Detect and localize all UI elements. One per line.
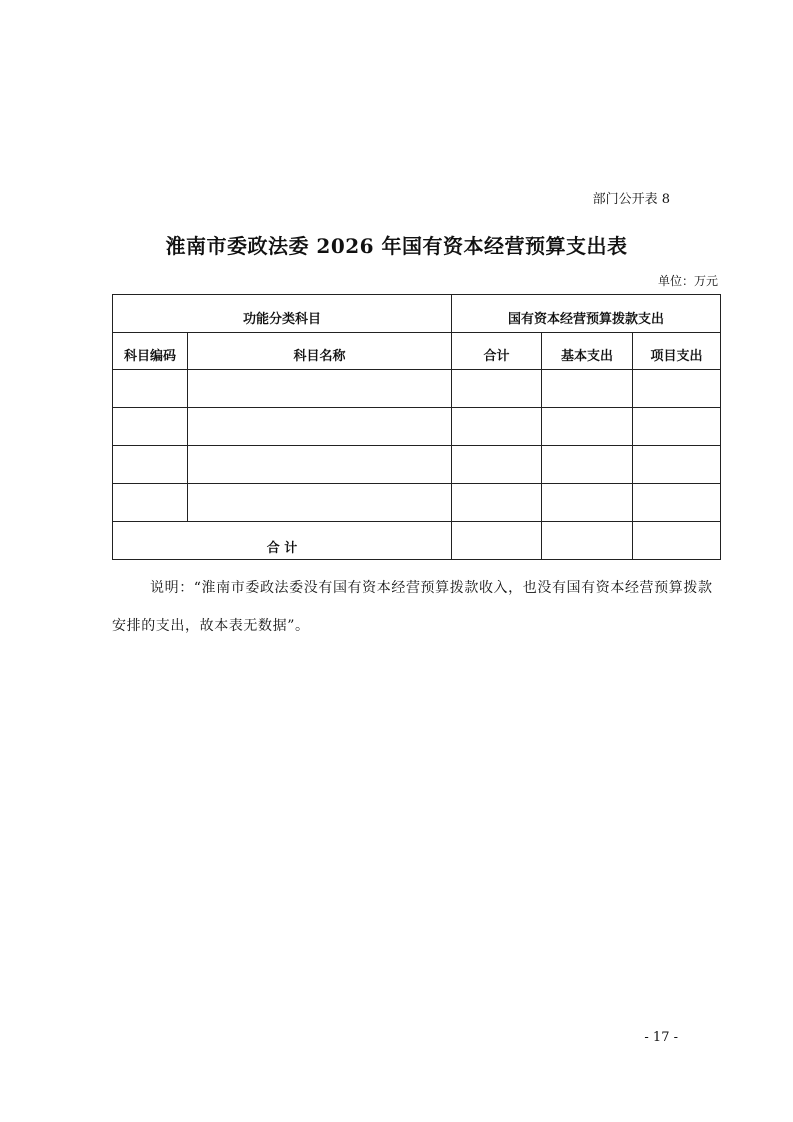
page-number: - 17 - (644, 1030, 678, 1045)
table-cell (188, 408, 452, 446)
column-header-subject-name: 科目名称 (188, 333, 452, 370)
total-row-label: 合 计 (113, 522, 452, 560)
table-cell (188, 370, 452, 408)
table-row (113, 370, 721, 408)
total-cell (542, 522, 633, 560)
page-title: 淮南市委政法委 2026 年国有资本经营预算支出表 (165, 234, 628, 258)
column-header-total: 合计 (452, 333, 542, 370)
table-cell (633, 408, 721, 446)
table-label: 部门公开表 8 (592, 192, 670, 207)
table-cell (633, 370, 721, 408)
table-row (113, 484, 721, 522)
column-header-basic-expenditure: 基本支出 (542, 333, 633, 370)
table-cell (542, 484, 633, 522)
table-group-header-row (113, 295, 721, 333)
table-cell (113, 484, 188, 522)
table-row (113, 408, 721, 446)
column-header-project-expenditure: 项目支出 (633, 333, 721, 370)
table-cell (452, 484, 542, 522)
table-cell (633, 484, 721, 522)
table-note: 说明：“淮南市委政法委没有国有资本经营预算拨款收入，也没有国有资本经营预算拨款安排的支出，故本表无数据”。 (112, 580, 713, 634)
table-cell (452, 370, 542, 408)
column-header-subject-code: 科目编码 (113, 333, 188, 370)
table-cell (113, 370, 188, 408)
table-cell (113, 408, 188, 446)
table-cell (452, 408, 542, 446)
table-cell (452, 446, 542, 484)
table-row (113, 446, 721, 484)
table-column-header-row (113, 333, 721, 370)
total-cell (633, 522, 721, 560)
table-cell (633, 446, 721, 484)
table-total-row (113, 522, 721, 560)
table-cell (542, 446, 633, 484)
table-cell (542, 408, 633, 446)
group-header-state-capital-expenditure: 国有资本经营预算拨款支出 (452, 295, 721, 333)
table-cell (113, 446, 188, 484)
group-header-functional-classification: 功能分类科目 (113, 295, 452, 333)
total-cell (452, 522, 542, 560)
unit-label: 单位：万元 (657, 274, 718, 288)
table-cell (188, 446, 452, 484)
budget-expenditure-table (112, 294, 721, 560)
table-cell (188, 484, 452, 522)
table-cell (542, 370, 633, 408)
